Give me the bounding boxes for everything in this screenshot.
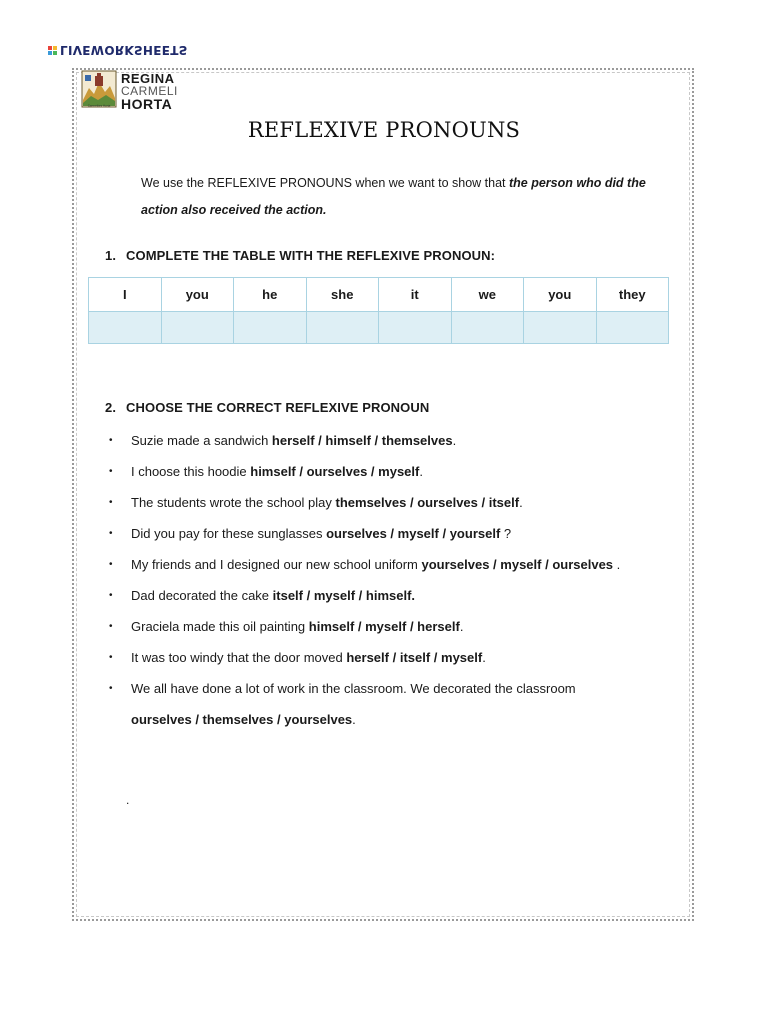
bullet-icon: • [109,621,113,632]
bullet-icon: • [109,683,113,694]
pronoun-header-cell: he [234,278,307,312]
exercise-item [105,456,685,487]
pronoun-header-cell: it [379,278,452,312]
exercise-sentence: Did you pay for these sunglasses [131,526,327,541]
exercise-sentence: We all have done a lot of work in the classroom. We decorated the classroom [131,681,576,696]
pronoun-answer-cell [234,312,307,344]
option-separator: / [386,526,398,541]
option-separator: / [355,588,366,603]
section2-number: 2. [105,400,117,415]
pronoun-header-cell: we [451,278,524,312]
school-crest-caption: Carmelites Horta [87,103,111,108]
bullet-icon: • [109,466,113,477]
liveworksheets-logo [48,43,188,57]
option-separator: / [303,588,314,603]
pronoun-option[interactable]: myself [441,650,483,665]
pronoun-option[interactable]: ourselves [306,464,368,479]
exercise-item [105,425,685,456]
pronoun-option[interactable]: themselves [381,433,453,448]
school-crest-icon [81,70,117,108]
option-separator: / [541,557,553,572]
pronoun-option[interactable]: itself [488,495,520,510]
option-separator: / [370,433,382,448]
reflexive-answer-input[interactable] [452,312,524,343]
pronoun-option[interactable]: ourselves [131,712,192,727]
pronoun-option[interactable]: itself [272,588,303,603]
exercise-sentence: My friends and I designed our new school uniform [131,557,422,572]
sentence-end: . [613,557,621,572]
reflexive-answer-input[interactable] [162,312,234,343]
liveworksheets-squares-icon [48,46,57,55]
exercise-item [105,611,685,642]
pronoun-option[interactable]: ourselves [552,557,614,572]
bullet-icon: • [109,590,113,601]
option-separator: / [314,433,326,448]
exercise-sentence: Graciela made this oil painting [131,619,309,634]
sentence-end: . [452,433,457,448]
school-name-line3: HORTA [121,96,173,112]
exercise-sentence: I choose this hoodie [131,464,251,479]
pronoun-header-cell: I [89,278,162,312]
pronoun-option[interactable]: themselves [335,495,407,510]
pronoun-option[interactable]: ourselves [417,495,478,510]
option-separator: / [273,712,285,727]
option-separator: / [406,495,418,510]
reflexive-answer-input[interactable] [524,312,596,343]
pronoun-answer-cell [89,312,162,344]
option-separator: / [438,526,450,541]
pronoun-option[interactable]: myself [500,557,542,572]
reflexive-answer-input[interactable] [89,312,161,343]
sentence-end: ? [500,526,512,541]
pronoun-header-cell: they [596,278,669,312]
pronoun-table-answer-row [89,312,669,344]
school-name [121,72,178,111]
exercise-list [105,425,685,735]
sentence-end: . [519,495,523,510]
option-separator: / [430,650,442,665]
pronoun-option[interactable]: himself [325,433,371,448]
option-separator: / [367,464,379,479]
pronoun-option[interactable]: yourselves [421,557,490,572]
pronoun-option[interactable]: yourself [449,526,501,541]
pronoun-table [88,277,669,344]
pronoun-option[interactable]: herself [417,619,460,634]
school-logo [81,70,178,111]
intro-emphasis: the person who did the action also received the action. [141,176,646,217]
sentence-end: . [482,650,486,665]
intro-paragraph [141,170,661,224]
option-separator: / [191,712,203,727]
exercise-sentence: Dad decorated the cake [131,588,273,603]
pronoun-option[interactable]: himself [308,619,355,634]
pronoun-option[interactable]: ourselves [326,526,387,541]
pronoun-option[interactable]: itself [399,650,431,665]
exercise-item [105,580,685,611]
bullet-icon: • [109,559,113,570]
pronoun-option[interactable]: yourselves [284,712,353,727]
pronoun-option[interactable]: themselves [202,712,274,727]
pronoun-answer-cell [379,312,452,344]
section2-heading [105,400,429,415]
reflexive-answer-input[interactable] [307,312,379,343]
pronoun-option[interactable]: herself [271,433,315,448]
intro-text: We use the REFLEXIVE PRONOUNS when we want to show that [141,176,509,190]
section1-title: COMPLETE THE TABLE WITH THE REFLEXIVE PRONOUN: [126,248,496,263]
pronoun-header-cell: you [161,278,234,312]
stray-mark: . [126,793,130,807]
reflexive-answer-input[interactable] [597,312,669,343]
sentence-end: . [352,712,356,727]
pronoun-header-cell: you [524,278,597,312]
exercise-item [105,549,685,580]
pronoun-option[interactable]: myself [365,619,407,634]
exercise-item [105,642,685,673]
bullet-icon: • [109,528,113,539]
exercise-item [105,518,685,549]
liveworksheets-brand-text: LIVEWORKSHEETS [60,43,188,57]
exercise-sentence: The students wrote the school play [131,495,336,510]
pronoun-header-cell: she [306,278,379,312]
reflexive-answer-input[interactable] [379,312,451,343]
sentence-end: . [419,464,423,479]
exercise-sentence: It was too windy that the door moved [131,650,347,665]
option-separator: / [406,619,418,634]
exercise-item [105,673,685,735]
pronoun-option[interactable]: herself [346,650,389,665]
pronoun-answer-cell [161,312,234,344]
reflexive-answer-input[interactable] [234,312,306,343]
section2-title: CHOOSE THE CORRECT REFLEXIVE PRONOUN [126,400,430,415]
option-separator: / [295,464,307,479]
school-name-line1: REGINA [121,71,175,86]
bullet-icon: • [109,652,113,663]
option-separator: / [477,495,489,510]
section1-heading [105,248,495,263]
sentence-end: . [459,619,464,634]
exercise-sentence: Suzie made a sandwich [131,433,272,448]
pronoun-answer-cell [596,312,669,344]
section1-number: 1. [105,248,117,263]
option-separator: / [354,619,366,634]
bullet-icon: • [109,435,113,446]
pronoun-option[interactable]: myself [397,526,439,541]
pronoun-table-header-row [89,278,669,312]
pronoun-answer-cell [524,312,597,344]
pronoun-answer-cell [451,312,524,344]
school-name-line2: CARMELI [121,84,178,98]
exercise-item [105,487,685,518]
pronoun-option[interactable]: himself. [365,588,416,603]
bullet-icon: • [109,497,113,508]
option-separator: / [388,650,400,665]
page-title: REFLEXIVE PRONOUNS [247,118,521,142]
pronoun-option[interactable]: himself [250,464,296,479]
option-separator: / [489,557,501,572]
pronoun-option[interactable]: myself [313,588,356,603]
pronoun-answer-cell [306,312,379,344]
pronoun-option[interactable]: myself [378,464,420,479]
